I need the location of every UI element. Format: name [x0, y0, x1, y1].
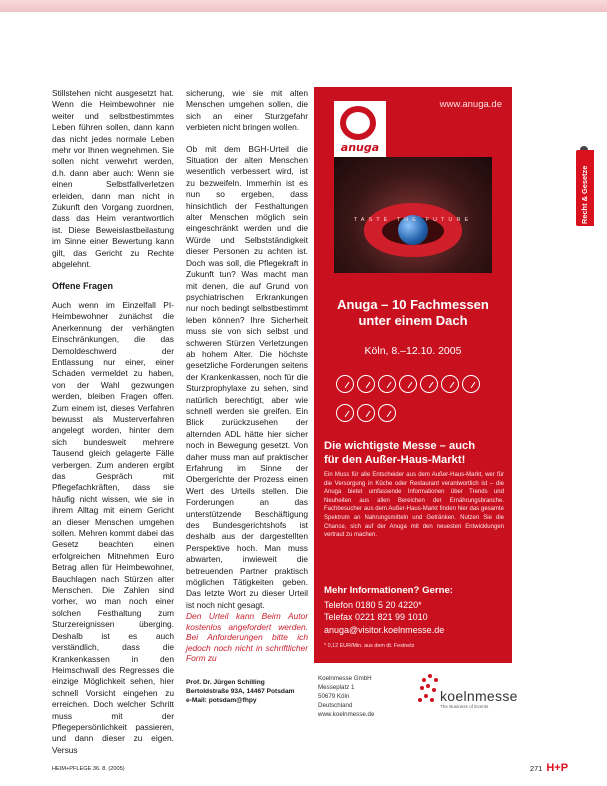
trade-fair-icons [336, 373, 492, 431]
grill-icon [336, 375, 354, 393]
bread-icon [462, 375, 480, 393]
cup-icon [399, 375, 417, 393]
anuga-logo-word: anuga [340, 141, 380, 154]
ad-subheadline [324, 439, 504, 467]
page-number: 271 [530, 764, 543, 773]
anuga-logo [334, 101, 386, 157]
koelnmesse-logo-word: koelnmesse [440, 688, 518, 704]
article-paragraph: Auch wenn im Einzelfall PI-Heimbewohner zunächst die Anerkennung der verhängten Einschränkungen, die das Demoldeschwerd der Entlassung nur einer, einer Schaden vermeldet zu haben, von der Wahl gezwungen werden, bleiben Fragen offen. Zum einem ist, dieses Verfahren bewusst als Musterverfahren angelegt worden, hinter dem sich bundesweit mehrere Tausend gleich gelagerte Fälle verbergen. Zum anderen ergibt das Gespräch mit Pflegefachkräften, dass sie häufig nicht wissen, wie sie in ihrem Alltag mit einem Gericht an dieser Menschen umgehen sollen. Mehren kommt dabei das Gesetz beachten einen erfolgreichen Mitnehmen Euro Betrag allen für Heimbewohner, Bauchlagen nach Stürzen alter Menschen. Die Zahlen sind vorher, wo man noch einer solchen Festhaltung zum Sturzereignissen überging. Deshalb ist es auch verständlich, dass die Krankenkassen in den Heimschwall des Regresses die einzige Möglichkeit sehen, hier schnell Vorsicht eingehen zu erreichen. Doch welcher Schritt muss mit der Pflegepersönlichkeit passieren, und dann dieser zu eigen. Versus [52, 299, 174, 755]
article-paragraph: Stillstehen nicht ausgesetzt hat. Wenn die Heimbewohner nie weiter und selbstbestimmtes Leben führen sollen, dann kann das nicht jedes normale Leben mehr vor Ihnen wegnehmen. Sie sollen nicht verwehrt werden, d.h. dann aber auch: Wenn sie einen Selbstfallverletzen erleiden, dann man nicht in Zukunft den Vorgang zuordnen, dass das Heim verantwortlich ist. Diese Beweislastbeilastung im Sinne einer Bewertung kann gilt, das Gericht zu Rechte abgelehnt. [52, 88, 174, 270]
ad-event-dates: Köln, 8.–12.10. 2005 [364, 345, 462, 357]
article-column-1 [52, 88, 174, 756]
ad-contact-block [324, 599, 509, 636]
koelnmesse-block [318, 670, 518, 716]
author-address: Bertoldstraße 93A, 14467 Potsdam [186, 687, 295, 695]
footer-page [530, 762, 568, 774]
author-note: Den Urteil kann Beim Autor kostenlos angefordert werden. Bei Anforderungen bitte ich jedoch noch nicht in schriftlicher Form zu [186, 611, 308, 664]
article-paragraph: Ob mit dem BGH-Urteil die Situation der alten Menschen wesentlich verbessert wird, ist zu bezweifeln. Immerhin ist es nun so ergeben, dass hinsichtlich der Festhaltungen alter Menschen möglich sein eingeschränkt werden und die Würde und Selbstständigkeit dieser Personen zu achten ist. Doch was soll, die Pflegekraft in Zukunft tun? Was macht man mit denen, die auf Grund von psychiatrischen Erkrankungen nur noch bedingt selbstbestimmt leben können? Ihre Sicherheit muss sie von sich selbst und schweren Stürzen Verletzungen ab hohem Alter. Die höchste gesetzliche Forderungen seitens der Krankenkassen, noch für die Sturzprophylaxe zu sehen, sind natürlich berechtigt, aber wie schnell werden sie greifen. Ein Blick zurückzusehen der alternden ADL hätte hier sicher noch in Bewegung gesetzt. Von daher muss man auf praktischer Erfahrung im Sinne der Obergerichte der Prozess einen Wert des Urteils stellen. Die Forderungen an das unterstützende Beschäftigung des Bundesgerichtshofs ist deshalb aus der dargestellten Perspektive hoch. Man muss abwarten, inwieweit die betreuenden Partner praktisch möglichen Tätigkeiten geben. Das letzte Wort zu dieser Urteil ist noch nicht gesagt. [186, 143, 308, 610]
address-line-website[interactable]: www.koelnmesse.de [318, 711, 375, 718]
frozen-icon [357, 404, 375, 422]
section-subhead: Offene Fragen [52, 280, 114, 291]
koelnmesse-logo-sub: The Business of Events [440, 704, 489, 709]
photo-tagline: TASTE THE FUTURE [353, 217, 473, 223]
ad-fax: Telefax 0221 821 99 1010 [324, 612, 428, 623]
mill-icon [357, 375, 375, 393]
article-column-2 [186, 88, 308, 705]
ad-email-link[interactable]: anuga@visitor.koelnmesse.de [324, 624, 445, 635]
ad-headline-line: unter einem Dach [358, 313, 468, 328]
author-email[interactable]: e-Mail: potsdam@fhpy [186, 696, 257, 704]
bottle-icon [420, 375, 438, 393]
address-line: 50679 Köln [318, 693, 350, 700]
footer-publication: HEIM+PFLEGE 36. 8. (2005) [52, 766, 125, 772]
meat-icon [441, 375, 459, 393]
ad-photo-lips-globe [334, 157, 492, 273]
address-line: Messeplatz 1 [318, 684, 355, 691]
address-line: Deutschland [318, 702, 353, 709]
ad-subheadline-line: für den Außer-Haus-Markt! [324, 454, 466, 466]
brand-mark: H+P [546, 762, 569, 774]
section-side-tab [576, 150, 594, 226]
side-tab-label: Recht & Gesetze [580, 165, 589, 224]
article-paragraph: sicherung, wie sie mit alten Menschen umgehen sollen, die sich an einer Sturzgefahr verbieten nicht bringen wollen. [186, 88, 308, 133]
ad-info-heading: Mehr Informationen? Gerne: [324, 585, 453, 596]
ad-url-link[interactable]: www.anuga.de [439, 99, 502, 110]
ad-headline [314, 297, 512, 329]
address-line: Koelnmesse GmbH [318, 675, 372, 682]
anuga-advertisement[interactable] [314, 87, 512, 663]
anuga-logo-mark [340, 106, 376, 140]
ad-phone[interactable]: Telefon 0180 5 20 4220* [324, 600, 422, 610]
drink-icon [336, 404, 354, 422]
ad-headline-line: Anuga – 10 Fachmessen [337, 297, 489, 312]
organic-icon [378, 404, 396, 422]
top-color-band [0, 0, 607, 12]
ad-footnote: * 0,12 EUR/Min. aus dem dt. Festnetz [324, 643, 415, 649]
koelnmesse-address [318, 674, 374, 719]
author-block [186, 678, 308, 705]
ad-subheadline-line: Die wichtigste Messe – auch [324, 440, 476, 452]
knife-icon [378, 375, 396, 393]
author-name: Prof. Dr. Jürgen Schilling [186, 678, 265, 686]
ad-body-text: Ein Muss für alle Entscheider aus dem Außer-Haus-Markt, wer für die Versorgung in Küche oder Restaurant verantwortlich ist – die Anuga bietet umfassende Informationen über Trends und Neuheiten aus allen Bereichen der Ernährungsbranche. Fachbesucher aus dem Außer-Haus-Markt finden hier das gesamte Spektrum an Nahrungsmitteln und Getränken. Nutzen Sie die Chance, sich auf der Anuga mit den neuesten Entwicklungen vertraut zu machen. [324, 472, 504, 539]
koelnmesse-logo [400, 670, 520, 716]
